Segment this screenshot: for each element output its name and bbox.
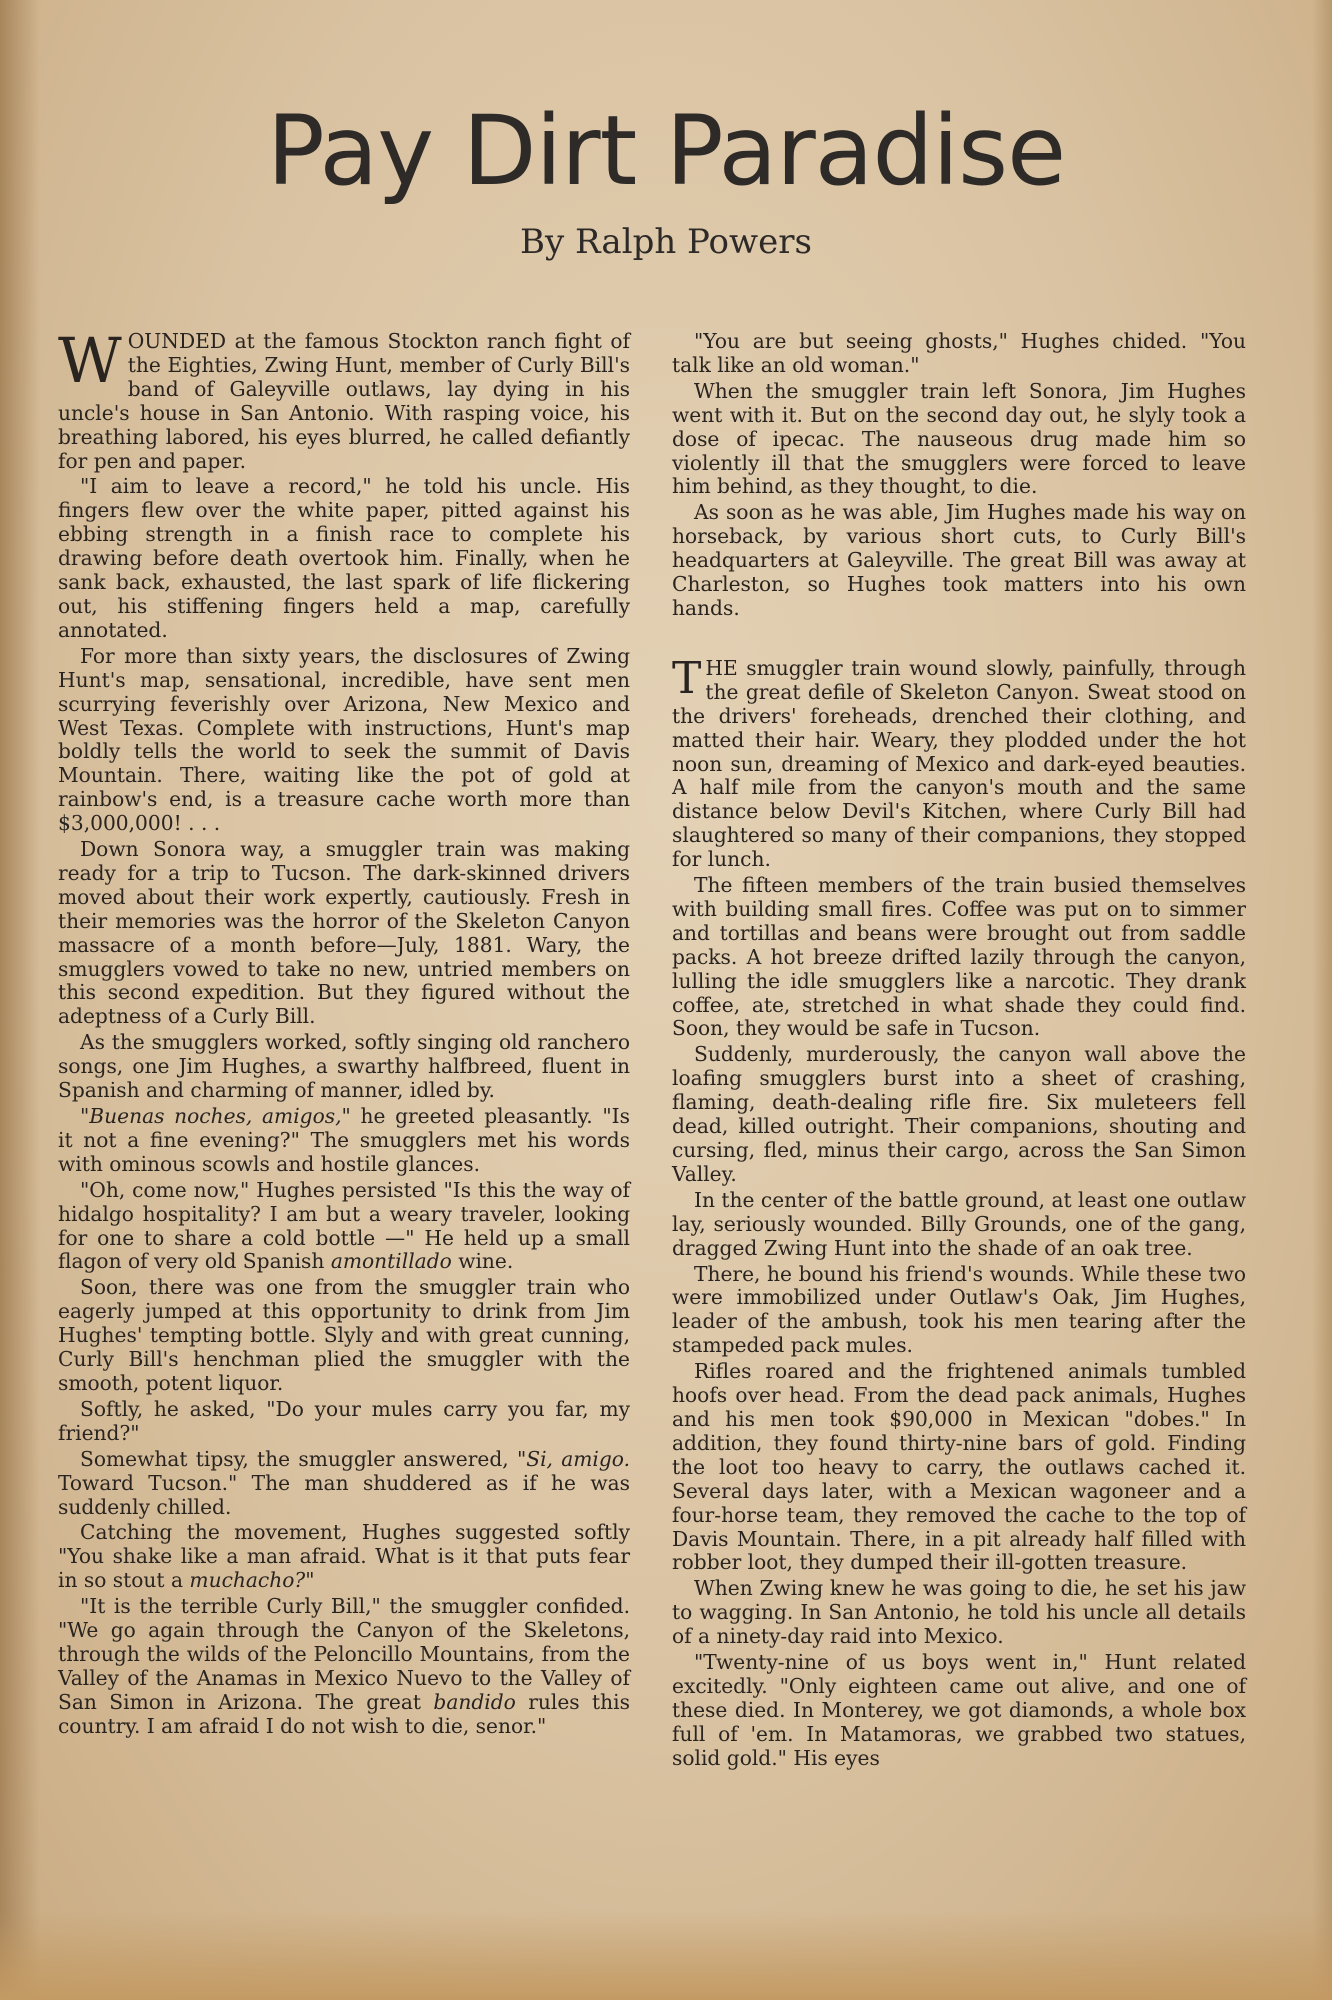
- paragraph: Soon, there was one from the smuggler train who eagerly jumped at this opportunity to drink from Jim Hughes' tempting bottle. Slyly and with great cunning, Curly Bill's henchman plied the smuggler with the smooth, potent liquor.: [58, 1275, 630, 1395]
- italic-word: bandido: [433, 1689, 516, 1714]
- paragraph: [58, 1448, 630, 1520]
- paragraph: Down Sonora way, a smuggler train was making ready for a trip to Tucson. The dark-skinned drivers moved about their work expertly, cautiously. Fresh in their memories was the horror of the Skeleton Canyon massacre of a month before—July, 1881. Wary, the smugglers vowed to take no new, untried members on this second expedition. But they figured without the adeptness of a Curly Bill.: [58, 837, 630, 1029]
- paragraph: "Twenty-nine of us boys went in," Hunt related excitedly. "Only eighteen came out alive, and one of these died. In Monterey, we got diamonds, a whole box full of 'em. In Matamoras, we grabbed two statues, solid gold." His eyes: [672, 1650, 1246, 1770]
- paragraph: [58, 1521, 630, 1593]
- right-column: [672, 330, 1246, 1773]
- paragraph: Rifles roared and the frightened animals tumbled hoofs over head. From the dead pack animals, Hughes and his men took $90,000 in Mexican "dobes." In addition, they found thirty-nine bars of gold. Finding the loot too heavy to carry, the outlaws cached it. Several days later, with a Mexican wagoneer and a four-horse team, they removed the cache to the top of Davis Mountain. There, in a pit already half filled with robber loot, they dumped their ill-gotten treasure.: [672, 1359, 1246, 1575]
- paragraph-text: he greeted pleasantly. "Is it not a fine evening?" The smugglers met his words with ominous scowls and hostile glances.: [58, 1104, 631, 1176]
- paragraph-text: rules this country. I am afraid I do not wish to die, senor.": [58, 1689, 630, 1738]
- section-break: [672, 623, 1246, 657]
- paragraph: For more than sixty years, the disclosures of Zwing Hunt's map, sensational, incredible, have sent men scurrying feverishly over Arizona, New Mexico and West Texas. Complete with instructions, Hunt's map boldly tells the world to seek the summit of Davis Mountain. There, waiting like the pot of gold at rainbow's end, is a treasure cache worth more than $3,000,000! . . .: [58, 643, 630, 836]
- paragraph: [58, 324, 630, 473]
- italic-phrase: "Si, amigo.: [516, 1446, 630, 1471]
- paragraph-text: "Oh, come now," Hughes persisted "Is this the way of hidalgo hospitality? I am but a weary traveler, looking for one to share a cold bottle —" He held up a small flagon of very old Spanish: [58, 1177, 630, 1274]
- drop-cap: T: [672, 652, 702, 704]
- paragraph-text: wine.: [451, 1249, 514, 1274]
- paragraph: Suddenly, murderously, the canyon wall above the loafing smugglers burst into a sheet of crashing, flaming, death-dealing rifle fire. Six muleteers fell dead, killed outright. Their companions, shouting and cursing, fled, minus their cargo, across the San Simon Valley.: [672, 1042, 1246, 1186]
- italic-word: muchacho?": [189, 1568, 315, 1593]
- paragraph-text: Catching the movement, Hughes suggested softly "You shake like a man afraid. What is it that puts fear in so stout a: [58, 1520, 630, 1593]
- paragraph-text: OUNDED at the famous Stockton ranch fight of the Eighties, Zwing Hunt, member of Curly Bill's band of Galeyville outlaws, lay dying in his uncle's house in San Antonio. With rasping voice, his breathing labored, his eyes blurred, he called defiantly for pen and paper.: [58, 329, 630, 473]
- paragraph: The fifteen members of the train busied themselves with building small fires. Coffee was put on to simmer and tortillas and beans were brought out from saddle packs. A hot breeze drifted lazily through the canyon, lulling the idle smugglers like a narcotic. They drank coffee, ate, stretched in what shade they could find. Soon, they would be safe in Tucson.: [672, 873, 1246, 1041]
- paragraph-text: HE smuggler train wound slowly, painfully, through the great defile of Skeleton Canyon. Sweat stood on the drivers' foreheads, drenched their clothing, and matted their hair. Weary, they plodded under the hot noon sun, dreaming of Mexico and dark-eyed beauties. A half mile from the canyon's mouth and the same distance below Devil's Kitchen, where Curly Bill had slaughtered so many of their companions, they stopped for lunch.: [672, 655, 1246, 872]
- article-byline: By Ralph Powers: [520, 222, 812, 262]
- paragraph: As soon as he was able, Jim Hughes made his way on horseback, by various short cuts, to Curly Bill's headquarters at Galeyville. The great Bill was away at Charleston, so Hughes took matters into his own hands.: [672, 500, 1246, 620]
- spanish-greeting: "Buenas noches, amigos,": [80, 1104, 351, 1128]
- paragraph: "I aim to leave a record," he told his uncle. His fingers flew over the white paper, pitted against his ebbing strength in a finish race to complete his drawing before death overtook him. Finally, when he sank back, exhausted, the last spark of life flickering out, his stiffening fingers held a map, carefully annotated.: [58, 474, 630, 642]
- paragraph: [58, 1105, 630, 1177]
- article-title: Pay Dirt Paradise: [266, 95, 1066, 207]
- left-column: [58, 324, 631, 1741]
- paragraph: [672, 652, 1246, 872]
- paragraph-text: "It is the terrible Curly Bill," the smuggler confided. "We go again through the Canyon of the Skeletons, through the wilds of the Peloncillo Mountains, from the Valley of the Anamas in Mexico Nuevo to the Valley of San Simon in Arizona. The great: [58, 1594, 630, 1714]
- page-right-edge-shadow: [1312, 0, 1332, 2000]
- paragraph: As the smugglers worked, softly singing old ranchero songs, one Jim Hughes, a swarthy halfbreed, fluent in Spanish and charming of manner, idled by.: [58, 1030, 630, 1103]
- page-left-edge-shadow: [0, 0, 40, 2000]
- paragraph-text: Toward Tucson." The man shuddered as if he was suddenly chilled.: [58, 1470, 630, 1519]
- paragraph: When Zwing knew he was going to die, he set his jaw to wagging. In San Antonio, he told his uncle all details of a ninety-day raid into Mexico.: [672, 1576, 1246, 1649]
- paragraph: There, he bound his friend's wounds. While these two were immobilized under Outlaw's Oak, Jim Hughes, leader of the ambush, took his men tearing after the stampeded pack mules.: [672, 1261, 1246, 1358]
- paragraph: [58, 1595, 630, 1738]
- page-bottom-edge-stain: [0, 1910, 1332, 2000]
- paragraph-text: Somewhat tipsy, the smuggler answered,: [80, 1446, 517, 1471]
- paragraph: In the center of the battle ground, at least one outlaw lay, seriously wounded. Billy Grounds, one of the gang, dragged Zwing Hunt into the shade of an oak tree.: [672, 1187, 1246, 1260]
- paragraph: [58, 1179, 630, 1275]
- paragraph: "You are but seeing ghosts," Hughes chided. "You talk like an old woman.": [672, 329, 1246, 377]
- italic-word: amontillado: [330, 1249, 452, 1274]
- paragraph: When the smuggler train left Sonora, Jim Hughes went with it. But on the second day out, he slyly took a dose of ipecac. The nauseous drug made him so violently ill that the smugglers were forced to leave him behind, as they thought, to die.: [672, 378, 1246, 499]
- paragraph: Softly, he asked, "Do your mules carry you far, my friend?": [58, 1396, 630, 1445]
- drop-cap: W: [58, 324, 122, 397]
